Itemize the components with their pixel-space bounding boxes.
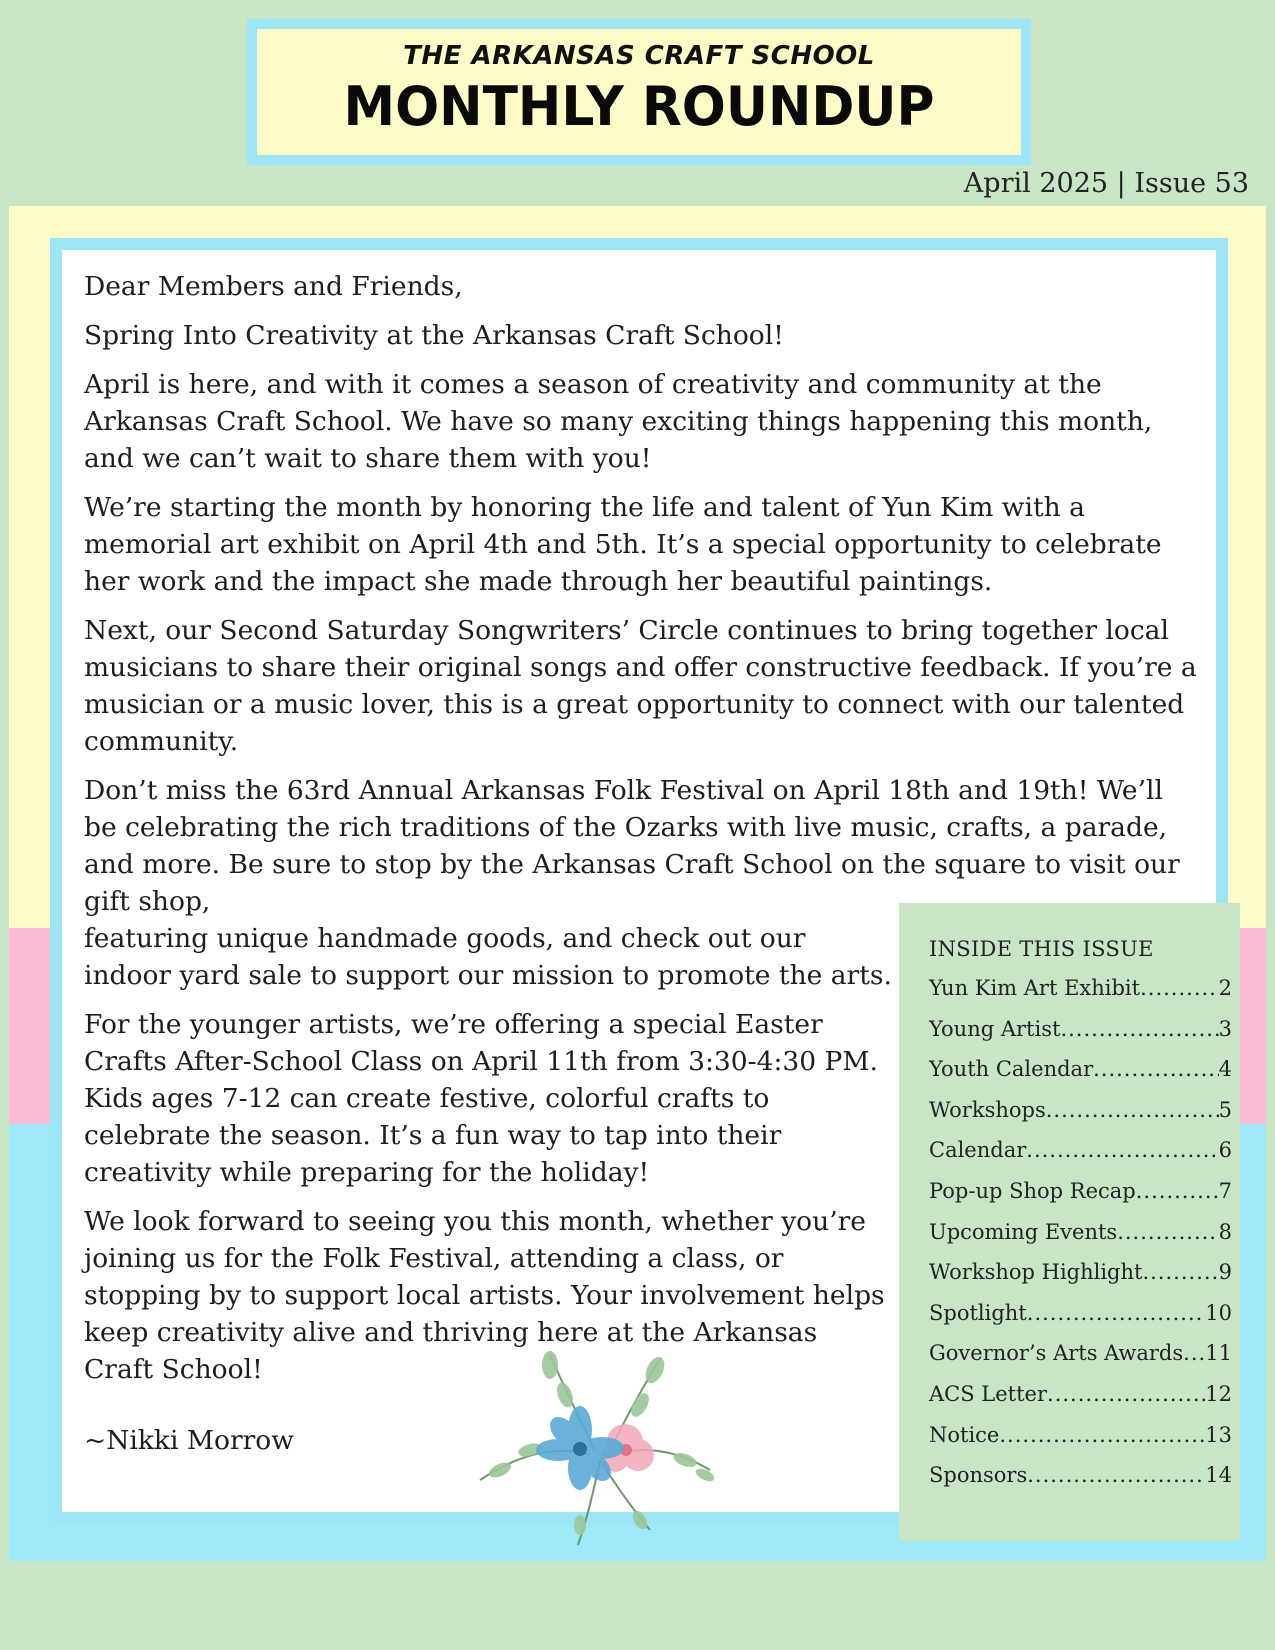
- toc-item[interactable]: [929, 1179, 1232, 1220]
- toc-item-page: 13: [1205, 1422, 1232, 1447]
- newsletter-title: MONTHLY ROUNDUP: [343, 75, 935, 138]
- toc-leader-dots: [1060, 1017, 1218, 1058]
- letter-paragraph: For the younger artists, we’re offering a special Easter Crafts After-School Class on April 11th from 3:30-4:30 PM. Kids ages 7-12 can create festive, colorful crafts to celebrate the season. It’s a fun way to tap into their creativity while preparing for the holiday!: [84, 1009, 878, 1188]
- toc-item-page: 4: [1218, 1057, 1232, 1082]
- signature: ~Nikki Morrow: [84, 1425, 294, 1456]
- toc-item-label: Youth Calendar: [929, 1057, 1094, 1082]
- toc-item[interactable]: [929, 1463, 1232, 1504]
- toc-item[interactable]: [929, 1138, 1232, 1179]
- toc-item-label: Workshops: [929, 1097, 1046, 1122]
- letter-paragraph: We look forward to seeing you this month, whether you’re joining us for the Folk Festival, attending a class, or stopping by to support local artists. Your involvement helps keep creativity alive and thriving here at the Arkansas Craft School!: [84, 1206, 885, 1385]
- toc-item-label: ACS Letter: [929, 1381, 1048, 1406]
- toc-item-label: Upcoming Events: [929, 1219, 1118, 1244]
- toc-item-page: 14: [1205, 1463, 1232, 1488]
- toc-item-label: Notice: [929, 1422, 1000, 1447]
- toc-leader-dots: [1140, 976, 1219, 1017]
- school-name: THE ARKANSAS CRAFT SCHOOL: [403, 41, 875, 71]
- toc-item[interactable]: [929, 1098, 1232, 1139]
- toc-item[interactable]: [929, 1220, 1232, 1261]
- toc-leader-dots: [1117, 1220, 1218, 1261]
- toc-item[interactable]: [929, 1057, 1232, 1098]
- toc-item-label: Spotlight: [929, 1300, 1027, 1325]
- toc-leader-dots: [1093, 1057, 1219, 1098]
- flower-bouquet-illustration: [450, 1350, 750, 1550]
- toc-item-page: 10: [1205, 1300, 1232, 1325]
- masthead: [257, 29, 1021, 155]
- toc-leader-dots: [1027, 1301, 1206, 1342]
- toc-item[interactable]: [929, 1017, 1232, 1058]
- table-of-contents: [899, 903, 1240, 1541]
- toc-item-label: Sponsors: [929, 1463, 1028, 1488]
- toc-item-label: Calendar: [929, 1138, 1027, 1163]
- toc-item[interactable]: [929, 1341, 1232, 1382]
- toc-item[interactable]: [929, 1301, 1232, 1342]
- issue-date: April 2025 | Issue 53: [963, 168, 1249, 199]
- masthead-frame: [247, 19, 1031, 165]
- salutation: Dear Members and Friends,: [84, 271, 463, 302]
- toc-item[interactable]: [929, 976, 1232, 1017]
- toc-leader-dots: [999, 1423, 1205, 1464]
- letter-headline: Spring Into Creativity at the Arkansas Craft School!: [84, 320, 784, 351]
- toc-item-page: 5: [1218, 1097, 1232, 1122]
- letter-paragraph: April is here, and with it comes a season of creativity and community at the Arkansas Craft School. We have so many exciting things happening this month, and we can’t wait to share them with you!: [84, 369, 1153, 474]
- toc-item[interactable]: [929, 1423, 1232, 1464]
- toc-title: INSIDE THIS ISSUE: [929, 937, 1154, 961]
- toc-item-page: 8: [1218, 1219, 1232, 1244]
- toc-item-label: Governor’s Arts Awards: [929, 1341, 1184, 1366]
- letter-paragraph: featuring unique handmade goods, and check out our indoor yard sale to support our mission to promote the arts.: [84, 923, 892, 991]
- toc-item[interactable]: [929, 1260, 1232, 1301]
- toc-leader-dots: [1046, 1098, 1219, 1139]
- toc-item-label: Yun Kim Art Exhibit: [929, 976, 1141, 1000]
- toc-item-label: Pop-up Shop Recap: [929, 1178, 1136, 1203]
- toc-leader-dots: [1183, 1341, 1205, 1382]
- toc-item-page: 12: [1205, 1381, 1232, 1406]
- toc-item-page: 11: [1205, 1341, 1232, 1366]
- toc-item-page: 9: [1218, 1260, 1232, 1285]
- letter-paragraph: We’re starting the month by honoring the life and talent of Yun Kim with a memorial art exhibit on April 4th and 5th. It’s a special opportunity to celebrate her work and the impact she made through her beautiful paintings.: [84, 492, 1162, 597]
- toc-item-label: Workshop Highlight: [929, 1260, 1143, 1285]
- toc-item-page: 2: [1218, 976, 1232, 1000]
- toc-item-page: 6: [1218, 1138, 1232, 1163]
- toc-list: [929, 976, 1240, 1504]
- letter-paragraph-part: Don’t miss the 63rd Annual Arkansas Folk Festival on April 18th and 19th! We’ll be celebrating the rich traditions of the Ozarks with live music, crafts, a parade, and more. Be sure to stop by the Arkansas Craft School on the square to visit our gift shop,: [84, 775, 1180, 917]
- letter-paragraph: [84, 772, 1199, 920]
- toc-item-label: Young Artist: [929, 1016, 1061, 1041]
- toc-item-page: 7: [1218, 1178, 1232, 1203]
- toc-leader-dots: [1047, 1382, 1205, 1423]
- toc-leader-dots: [1142, 1260, 1218, 1301]
- toc-leader-dots: [1027, 1463, 1205, 1504]
- toc-leader-dots: [1026, 1138, 1218, 1179]
- toc-item-page: 3: [1218, 1016, 1232, 1041]
- toc-leader-dots: [1136, 1179, 1219, 1220]
- letter-paragraph: Next, our Second Saturday Songwriters’ Circle continues to bring together local musicians to share their original songs and offer constructive feedback. If you’re a musician or a music lover, this is a great opportunity to connect with our talented community.: [84, 615, 1197, 757]
- toc-item[interactable]: [929, 1382, 1232, 1423]
